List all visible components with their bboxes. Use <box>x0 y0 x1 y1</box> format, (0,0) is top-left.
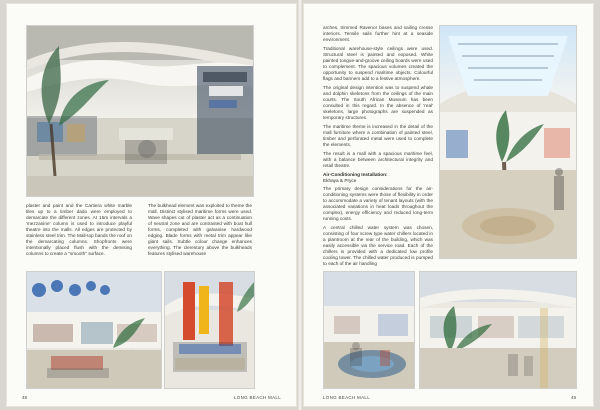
mall-interior-atrium-photo <box>26 25 254 197</box>
right-paragraph-3: The original design intention was to suspend whale and dolphin skeletons from the ceilings of the main courts. The South African Museum has been consulted in this regard. In the absence of 'real' skeletons, large photographs are suspended as temporary structures. <box>323 85 433 120</box>
mall-kiosk-photo <box>164 271 255 389</box>
right-paragraph-5: The result is a mall with a spacious maritime feel, with a balance between architectural integrity and retail theatre. <box>323 151 433 168</box>
left-col2-paragraph-1: The bulkhead element was exploited to theme the mall. Distinct stylised maritime forms were used. Wave shapes cut of plaster act as a continuation of neutral zone and are contrasted with boat hull forms, completed with galvanise hardwood edging. Blade forms with metal trim appear like giant sails. Subtle colour change enhances everything. The clerestory above the bulkheads features stylised warehouse <box>148 203 252 256</box>
left-page-number: 48 <box>22 395 28 400</box>
aircon-paragraph-2: A central chilled water system was chosen, consisting of four screw type water chillers located in a plantroom at the rear of the building, which was easily accessible via the service road. Each of the chillers is provided with a dedicated low profile cooling tower. The chilled water produced is pumped to each of the air handling <box>323 225 433 266</box>
mall-fountain-photo <box>323 271 415 389</box>
skylight-palm-court-photo <box>439 25 577 259</box>
mall-corridor-palms-photo <box>419 271 577 389</box>
left-footer-title: LONG BEACH MALL <box>234 395 282 400</box>
left-text-column-2 <box>148 203 252 260</box>
right-paragraph-4: The maritime theme is increased in the detail of the mall furniture where a combination of painted steel, timber and perforated metal were used to complete the elements. <box>323 124 433 147</box>
right-page-number: 49 <box>570 395 576 400</box>
aircon-heading: Air-Conditioning Installation: <box>323 172 388 177</box>
left-page <box>6 3 297 407</box>
mall-circles-bulkhead-photo <box>26 271 162 389</box>
aircon-paragraph-1: The primary design considerations for the air-conditioning systems were those of flexibility in order to accommodate a variety of tenant layouts (with the associated variations in heat loads throughout the complex), energy efficiency and reduced long-term running costs. <box>323 186 433 221</box>
left-text-column-1 <box>26 203 132 260</box>
aircon-subheading: Ekhaya & Pryce <box>323 178 357 183</box>
right-text-column <box>323 25 433 270</box>
right-paragraph-1: arches, trimmed Ravenor bases and sailing cresse interiors. Tensile sails further hint at a seaside environment. <box>323 25 433 42</box>
right-page <box>303 3 594 407</box>
left-col1-paragraph-1: plaster and paint and the Cartiera white marble tiles up to a timber dado were employed to demarcate the different zones. At 15m intervals a 'mezzanine' column is used to introduce playful theatre into the malls. All edges are protected by stainless steel trim. The Mall-top bands the roof on the demarcating columns. Shopfronts were intentionally placed flush with the demising columns to create a "smooth" surface. <box>26 203 132 256</box>
right-paragraph-2: Traditional warehouse-style ceilings were used. Structural steel is painted and exposed. White painted tongue-and-groove ceiling boards were used to complement. The spacious volumes created the opportunity to suspend maritime objects. Colourful flags and banners add to a festive atmosphere. <box>323 46 433 81</box>
right-footer-title: LONG BEACH MALL <box>323 395 371 400</box>
